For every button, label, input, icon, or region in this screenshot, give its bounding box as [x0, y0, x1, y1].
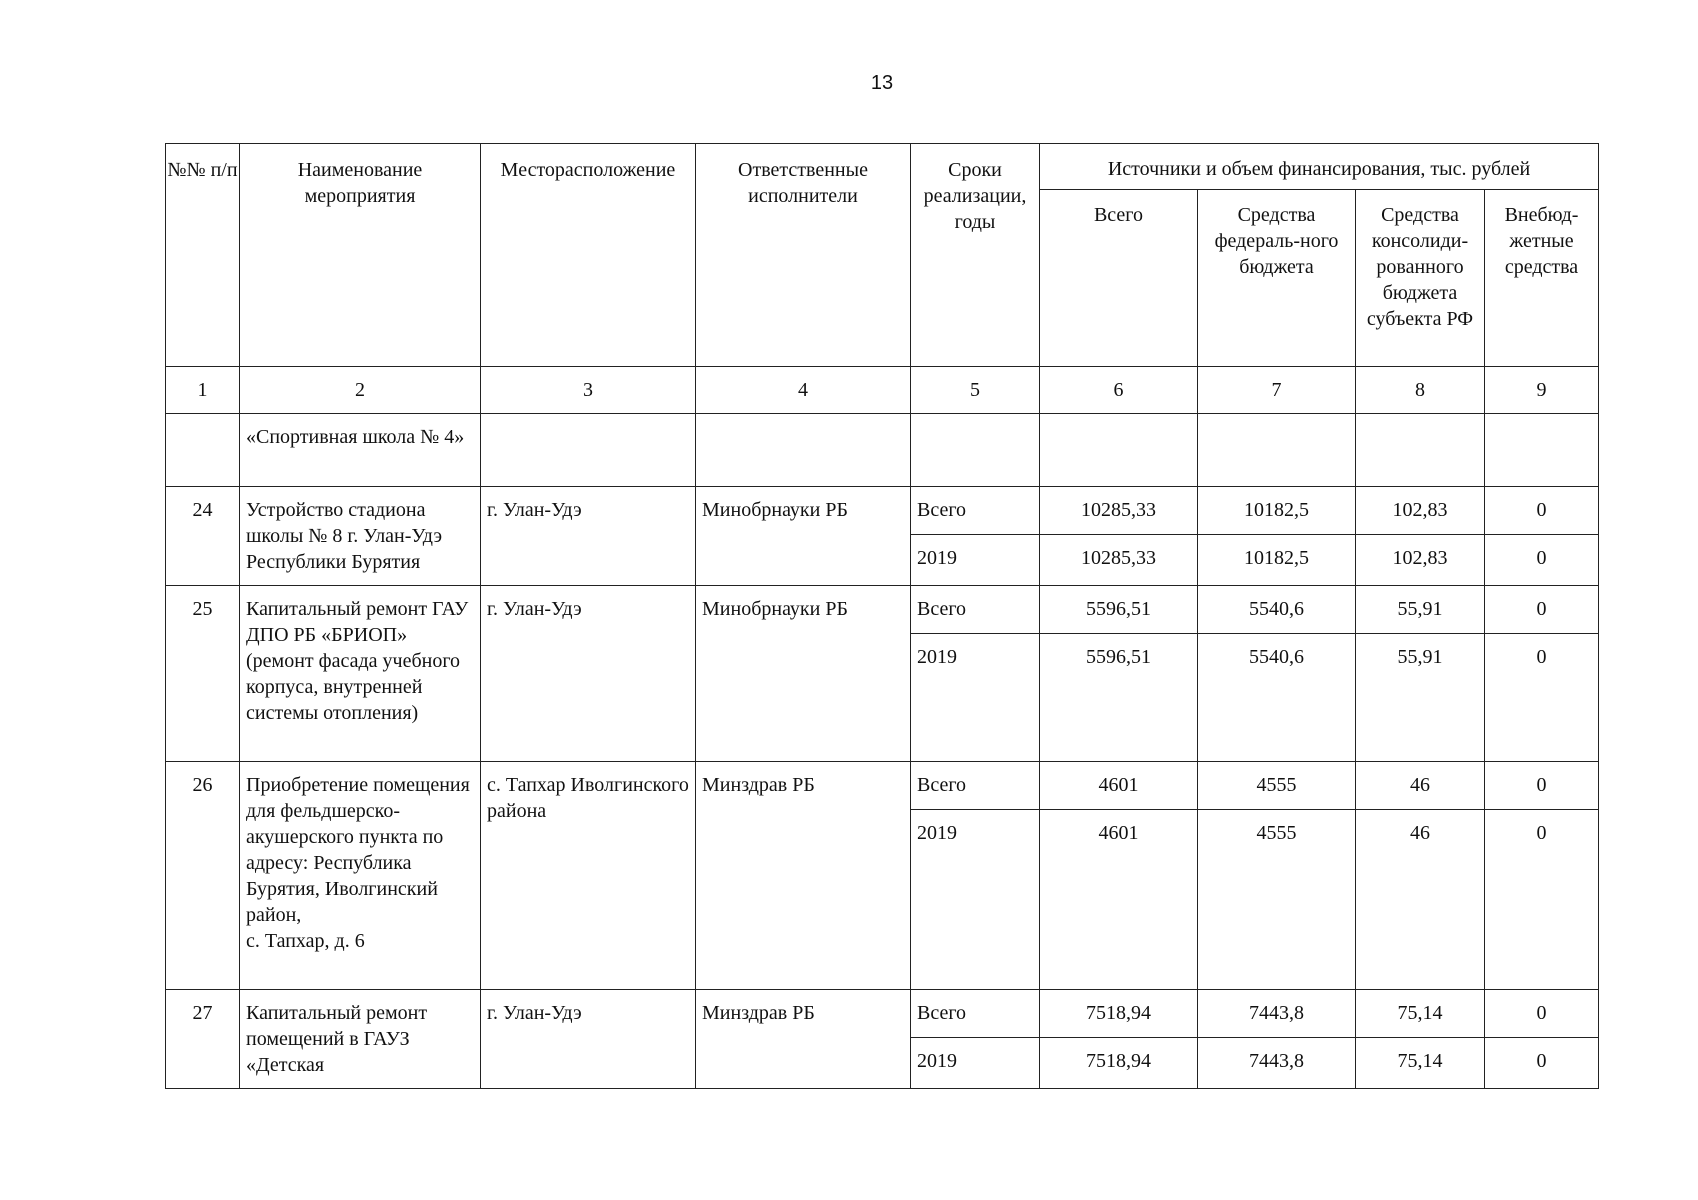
amount-extra-budget: 0	[1485, 487, 1599, 535]
period-label: 2019	[911, 810, 1040, 990]
period-label: Всего	[911, 762, 1040, 810]
event-name: Устройство стадиона школы № 8 г. Улан-Удэ Республики Бурятия	[240, 487, 481, 586]
period-label: Всего	[911, 586, 1040, 634]
period-label: 2019	[911, 634, 1040, 762]
row-number: 25	[166, 586, 240, 762]
page-number: 13	[870, 72, 894, 94]
table-row	[166, 586, 1599, 634]
period-label: Всего	[911, 487, 1040, 535]
table-row	[166, 990, 1599, 1038]
amount-total: 5596,51	[1040, 634, 1198, 762]
column-number-row	[166, 367, 1599, 414]
table-cell	[911, 414, 1040, 487]
event-name: Капитальный ремонт помещений в ГАУЗ «Детская	[240, 990, 481, 1089]
amount-regional: 102,83	[1356, 535, 1485, 586]
header-regional: Средства консолиди-рованного бюджета субъекта РФ	[1356, 190, 1485, 367]
column-number: 2	[240, 367, 481, 414]
column-number: 5	[911, 367, 1040, 414]
header-row	[166, 144, 1599, 190]
amount-federal: 7443,8	[1198, 1038, 1356, 1089]
event-name-address: с. Тапхар, д. 6	[246, 930, 365, 952]
column-number: 8	[1356, 367, 1485, 414]
row-number: 27	[166, 990, 240, 1089]
amount-extra-budget: 0	[1485, 810, 1599, 990]
amount-federal: 5540,6	[1198, 634, 1356, 762]
amount-total: 10285,33	[1040, 487, 1198, 535]
amount-federal: 10182,5	[1198, 487, 1356, 535]
amount-extra-budget: 0	[1485, 1038, 1599, 1089]
header-executors: Ответственные исполнители	[696, 144, 911, 367]
amount-federal: 10182,5	[1198, 535, 1356, 586]
location: г. Улан-Удэ	[481, 990, 696, 1089]
amount-regional: 46	[1356, 810, 1485, 990]
header-funding-group: Источники и объем финансирования, тыс. рублей	[1040, 144, 1599, 190]
event-name	[240, 762, 481, 990]
amount-federal: 5540,6	[1198, 586, 1356, 634]
amount-total: 4601	[1040, 810, 1198, 990]
executor: Минобрнауки РБ	[696, 586, 911, 762]
table-row	[166, 762, 1599, 810]
table-cell	[1356, 414, 1485, 487]
amount-regional: 46	[1356, 762, 1485, 810]
amount-total: 7518,94	[1040, 1038, 1198, 1089]
amount-regional: 75,14	[1356, 1038, 1485, 1089]
column-number: 7	[1198, 367, 1356, 414]
amount-total: 10285,33	[1040, 535, 1198, 586]
header-extra-budget: Внебюд-жетные средства	[1485, 190, 1599, 367]
amount-federal: 4555	[1198, 810, 1356, 990]
column-number: 3	[481, 367, 696, 414]
amount-regional: 75,14	[1356, 990, 1485, 1038]
amount-extra-budget: 0	[1485, 634, 1599, 762]
column-number: 1	[166, 367, 240, 414]
executor: Минобрнауки РБ	[696, 487, 911, 586]
period-label: 2019	[911, 1038, 1040, 1089]
event-name-line: Приобретение помещения для фельдшерско-акушерского пункта по адресу: Республика Бурятия, Иволгинский район,	[246, 774, 470, 926]
amount-federal: 7443,8	[1198, 990, 1356, 1038]
table-cell	[696, 414, 911, 487]
table-cell	[1485, 414, 1599, 487]
amount-regional: 102,83	[1356, 487, 1485, 535]
event-name: Капитальный ремонт ГАУ ДПО РБ «БРИОП» (ремонт фасада учебного корпуса, внутренней системы отопления)	[240, 586, 481, 762]
amount-extra-budget: 0	[1485, 586, 1599, 634]
row-number: 24	[166, 487, 240, 586]
amount-regional: 55,91	[1356, 634, 1485, 762]
financing-table	[165, 143, 1599, 1089]
amount-total: 7518,94	[1040, 990, 1198, 1038]
location: г. Улан-Удэ	[481, 487, 696, 586]
amount-federal: 4555	[1198, 762, 1356, 810]
table-cell	[166, 414, 240, 487]
header-event-name: Наименование мероприятия	[240, 144, 481, 367]
amount-extra-budget: 0	[1485, 990, 1599, 1038]
header-number: №№ п/п	[166, 144, 240, 367]
period-label: 2019	[911, 535, 1040, 586]
table-cell	[1198, 414, 1356, 487]
continuation-event-name: «Спортивная школа № 4»	[240, 414, 481, 487]
executor: Минздрав РБ	[696, 762, 911, 990]
header-period: Сроки реализации, годы	[911, 144, 1040, 367]
period-label: Всего	[911, 990, 1040, 1038]
header-location: Месторасположение	[481, 144, 696, 367]
header-total: Всего	[1040, 190, 1198, 367]
table-cell	[481, 414, 696, 487]
table-cell	[1040, 414, 1198, 487]
column-number: 4	[696, 367, 911, 414]
row-number: 26	[166, 762, 240, 990]
continuation-row	[166, 414, 1599, 487]
location: г. Улан-Удэ	[481, 586, 696, 762]
amount-extra-budget: 0	[1485, 762, 1599, 810]
amount-extra-budget: 0	[1485, 535, 1599, 586]
amount-total: 5596,51	[1040, 586, 1198, 634]
amount-total: 4601	[1040, 762, 1198, 810]
executor: Минздрав РБ	[696, 990, 911, 1089]
header-federal: Средства федераль-ного бюджета	[1198, 190, 1356, 367]
column-number: 6	[1040, 367, 1198, 414]
table-row	[166, 487, 1599, 535]
amount-regional: 55,91	[1356, 586, 1485, 634]
location: с. Тапхар Иволгинского района	[481, 762, 696, 990]
column-number: 9	[1485, 367, 1599, 414]
